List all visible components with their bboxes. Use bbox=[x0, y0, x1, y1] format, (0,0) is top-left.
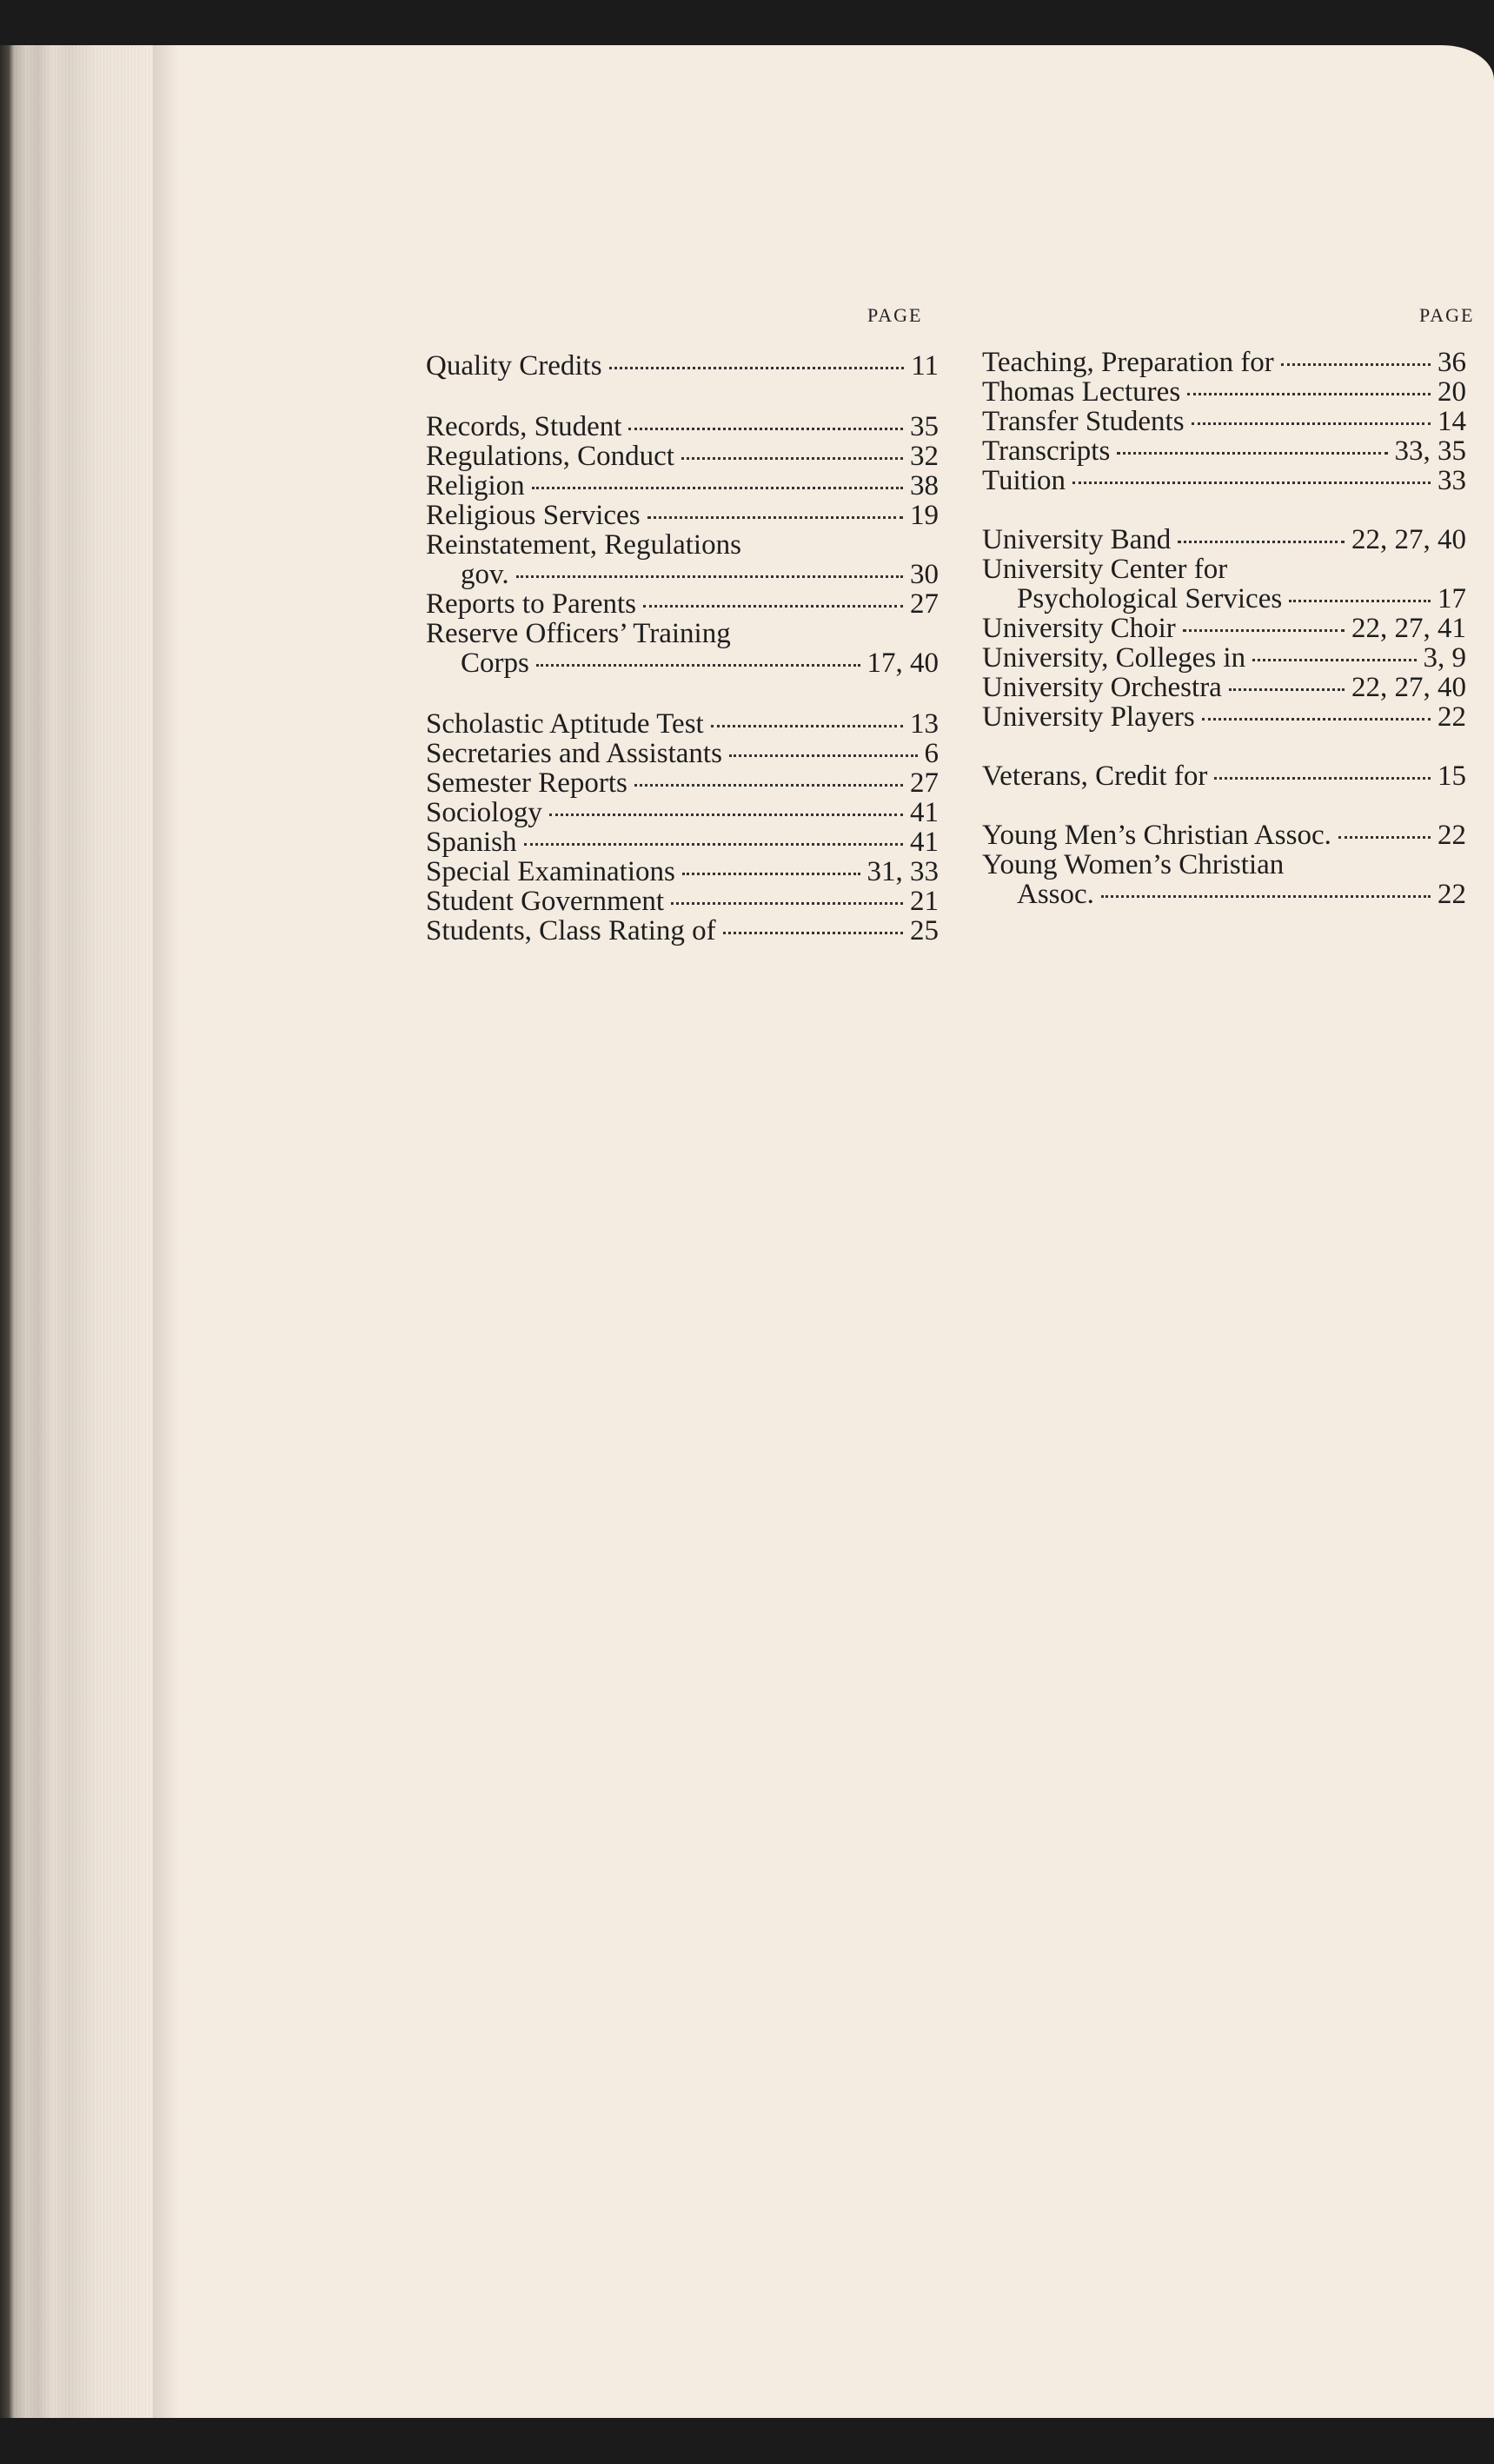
dot-leader bbox=[1178, 541, 1345, 543]
group-gap bbox=[426, 381, 939, 412]
dot-leader bbox=[1338, 836, 1431, 839]
entry-page: 27 bbox=[910, 767, 939, 799]
index-entry bbox=[426, 768, 939, 798]
index-entry bbox=[426, 501, 939, 530]
entry-term: Reinstatement, Regulations bbox=[426, 529, 741, 561]
index-entry bbox=[426, 412, 939, 442]
index-entry bbox=[982, 614, 1466, 643]
dot-leader bbox=[1183, 629, 1345, 632]
index-entry bbox=[982, 850, 1466, 880]
group-gap bbox=[426, 678, 939, 709]
index-entry bbox=[982, 643, 1466, 673]
entry-term: Young Women’s Christian bbox=[982, 849, 1285, 880]
index-column-left bbox=[426, 351, 939, 946]
entry-term: Tuition bbox=[982, 465, 1066, 496]
index-entry bbox=[982, 761, 1466, 791]
dot-leader bbox=[532, 487, 903, 489]
index-entry bbox=[426, 351, 939, 381]
index-entry-continuation bbox=[982, 880, 1466, 909]
left-page-header: PAGE bbox=[867, 304, 923, 326]
entry-term: University, Colleges in bbox=[982, 642, 1246, 674]
dot-leader bbox=[516, 575, 903, 578]
dot-leader bbox=[1289, 600, 1431, 602]
entry-term: Secretaries and Assistants bbox=[426, 738, 722, 769]
index-entry bbox=[426, 887, 939, 916]
entry-page: 20 bbox=[1438, 376, 1466, 408]
entry-page: 41 bbox=[910, 827, 939, 858]
entry-page: 36 bbox=[1438, 347, 1466, 378]
dot-leader bbox=[711, 725, 903, 727]
dot-leader bbox=[524, 843, 903, 846]
entry-page: 27 bbox=[910, 588, 939, 620]
entry-term: Religious Services bbox=[426, 500, 641, 531]
entry-term-continuation: Psychological Services bbox=[1017, 583, 1283, 614]
index-entry bbox=[982, 466, 1466, 495]
entry-term: University Players bbox=[982, 701, 1195, 733]
entry-term: Quality Credits bbox=[426, 350, 602, 382]
dot-leader bbox=[729, 754, 918, 757]
dot-leader bbox=[647, 516, 903, 519]
index-entry-continuation bbox=[426, 648, 939, 678]
entry-term: Records, Student bbox=[426, 411, 622, 442]
entry-term: University Center for bbox=[982, 554, 1228, 585]
index-entry bbox=[426, 589, 939, 619]
entry-page: 21 bbox=[910, 886, 939, 917]
dot-leader bbox=[1101, 895, 1431, 898]
entry-page: 15 bbox=[1438, 760, 1466, 792]
entry-page: 41 bbox=[910, 797, 939, 828]
index-entry-continuation bbox=[426, 560, 939, 589]
entry-term: Special Examinations bbox=[426, 856, 675, 887]
entry-term: Veterans, Credit for bbox=[982, 760, 1208, 792]
dot-leader bbox=[1229, 688, 1345, 691]
entry-page: 22, 27, 40 bbox=[1351, 672, 1466, 703]
entry-term: University Orchestra bbox=[982, 672, 1222, 703]
entry-term: Student Government bbox=[426, 886, 665, 917]
dot-leader bbox=[1187, 393, 1431, 395]
dot-leader bbox=[1117, 452, 1387, 455]
entry-term: Spanish bbox=[426, 827, 517, 858]
index-entry bbox=[426, 739, 939, 768]
entry-term: Religion bbox=[426, 470, 525, 501]
dot-leader bbox=[536, 664, 860, 667]
entry-term-continuation: Corps bbox=[461, 648, 529, 679]
index-entry bbox=[426, 442, 939, 471]
index-entry bbox=[426, 530, 939, 560]
entry-term-continuation: gov. bbox=[461, 559, 509, 590]
dot-leader bbox=[628, 428, 903, 430]
dot-leader bbox=[682, 873, 860, 875]
entry-page: 33 bbox=[1438, 465, 1466, 496]
entry-page: 11 bbox=[911, 350, 939, 382]
entry-term: Scholastic Aptitude Test bbox=[426, 708, 704, 740]
index-entry bbox=[982, 702, 1466, 732]
dot-leader bbox=[1072, 482, 1431, 484]
entry-term: Teaching, Preparation for bbox=[982, 347, 1274, 378]
entry-page: 38 bbox=[910, 470, 939, 501]
page-edges bbox=[0, 45, 156, 2418]
index-entry bbox=[982, 436, 1466, 466]
entry-page: 13 bbox=[910, 708, 939, 740]
index-entry bbox=[982, 555, 1466, 584]
index-entry bbox=[426, 619, 939, 648]
index-entry bbox=[426, 916, 939, 946]
entry-page: 14 bbox=[1438, 406, 1466, 437]
index-entry bbox=[982, 820, 1466, 850]
entry-page: 3, 9 bbox=[1423, 642, 1466, 674]
entry-term: Reports to Parents bbox=[426, 588, 636, 620]
entry-page: 35 bbox=[910, 411, 939, 442]
index-entry bbox=[426, 709, 939, 739]
entry-page: 22 bbox=[1438, 701, 1466, 733]
index-column-right bbox=[982, 348, 1466, 909]
entry-page: 22 bbox=[1438, 879, 1466, 910]
entry-term: Sociology bbox=[426, 797, 542, 828]
entry-page: 22, 27, 40 bbox=[1351, 524, 1466, 555]
dot-leader bbox=[643, 605, 903, 608]
entry-page: 33, 35 bbox=[1394, 435, 1466, 467]
index-entry bbox=[426, 827, 939, 857]
index-entry bbox=[426, 857, 939, 887]
entry-page: 6 bbox=[924, 738, 939, 769]
dot-leader bbox=[1214, 777, 1431, 780]
entry-term: Semester Reports bbox=[426, 767, 627, 799]
dot-leader bbox=[609, 367, 905, 369]
entry-term: University Band bbox=[982, 524, 1172, 555]
group-gap bbox=[982, 732, 1466, 761]
group-gap bbox=[982, 495, 1466, 525]
index-entry bbox=[982, 525, 1466, 555]
entry-term: University Choir bbox=[982, 613, 1176, 644]
dot-leader bbox=[1281, 363, 1431, 366]
entry-page: 22, 27, 41 bbox=[1351, 613, 1466, 644]
index-entry bbox=[982, 673, 1466, 702]
index-entry bbox=[982, 348, 1466, 377]
entry-term: Reserve Officers’ Training bbox=[426, 618, 731, 649]
index-entry bbox=[426, 471, 939, 501]
entry-term-continuation: Assoc. bbox=[1017, 879, 1094, 910]
entry-term: Transcripts bbox=[982, 435, 1111, 467]
index-entry bbox=[426, 798, 939, 827]
entry-term: Young Men’s Christian Assoc. bbox=[982, 820, 1331, 851]
dot-leader bbox=[549, 814, 903, 816]
entry-page: 17, 40 bbox=[867, 648, 939, 679]
entry-page: 30 bbox=[910, 559, 939, 590]
entry-page: 17 bbox=[1438, 583, 1466, 614]
entry-term: Transfer Students bbox=[982, 406, 1185, 437]
entry-page: 31, 33 bbox=[867, 856, 939, 887]
entry-term: Regulations, Conduct bbox=[426, 441, 674, 472]
entry-page: 32 bbox=[910, 441, 939, 472]
entry-page: 22 bbox=[1438, 820, 1466, 851]
entry-page: 19 bbox=[910, 500, 939, 531]
dot-leader bbox=[1202, 718, 1431, 721]
index-entry bbox=[982, 377, 1466, 407]
entry-term: Students, Class Rating of bbox=[426, 915, 716, 946]
dot-leader bbox=[1252, 659, 1416, 661]
dot-leader bbox=[723, 932, 903, 934]
entry-term: Thomas Lectures bbox=[982, 376, 1181, 408]
right-page-header: PAGE bbox=[1419, 304, 1475, 326]
index-entry-continuation bbox=[982, 584, 1466, 614]
dot-leader bbox=[681, 457, 903, 460]
entry-page: 25 bbox=[910, 915, 939, 946]
dot-leader bbox=[1192, 422, 1431, 425]
dot-leader bbox=[634, 784, 903, 787]
index-entry bbox=[982, 407, 1466, 436]
group-gap bbox=[982, 791, 1466, 820]
dot-leader bbox=[671, 902, 903, 905]
